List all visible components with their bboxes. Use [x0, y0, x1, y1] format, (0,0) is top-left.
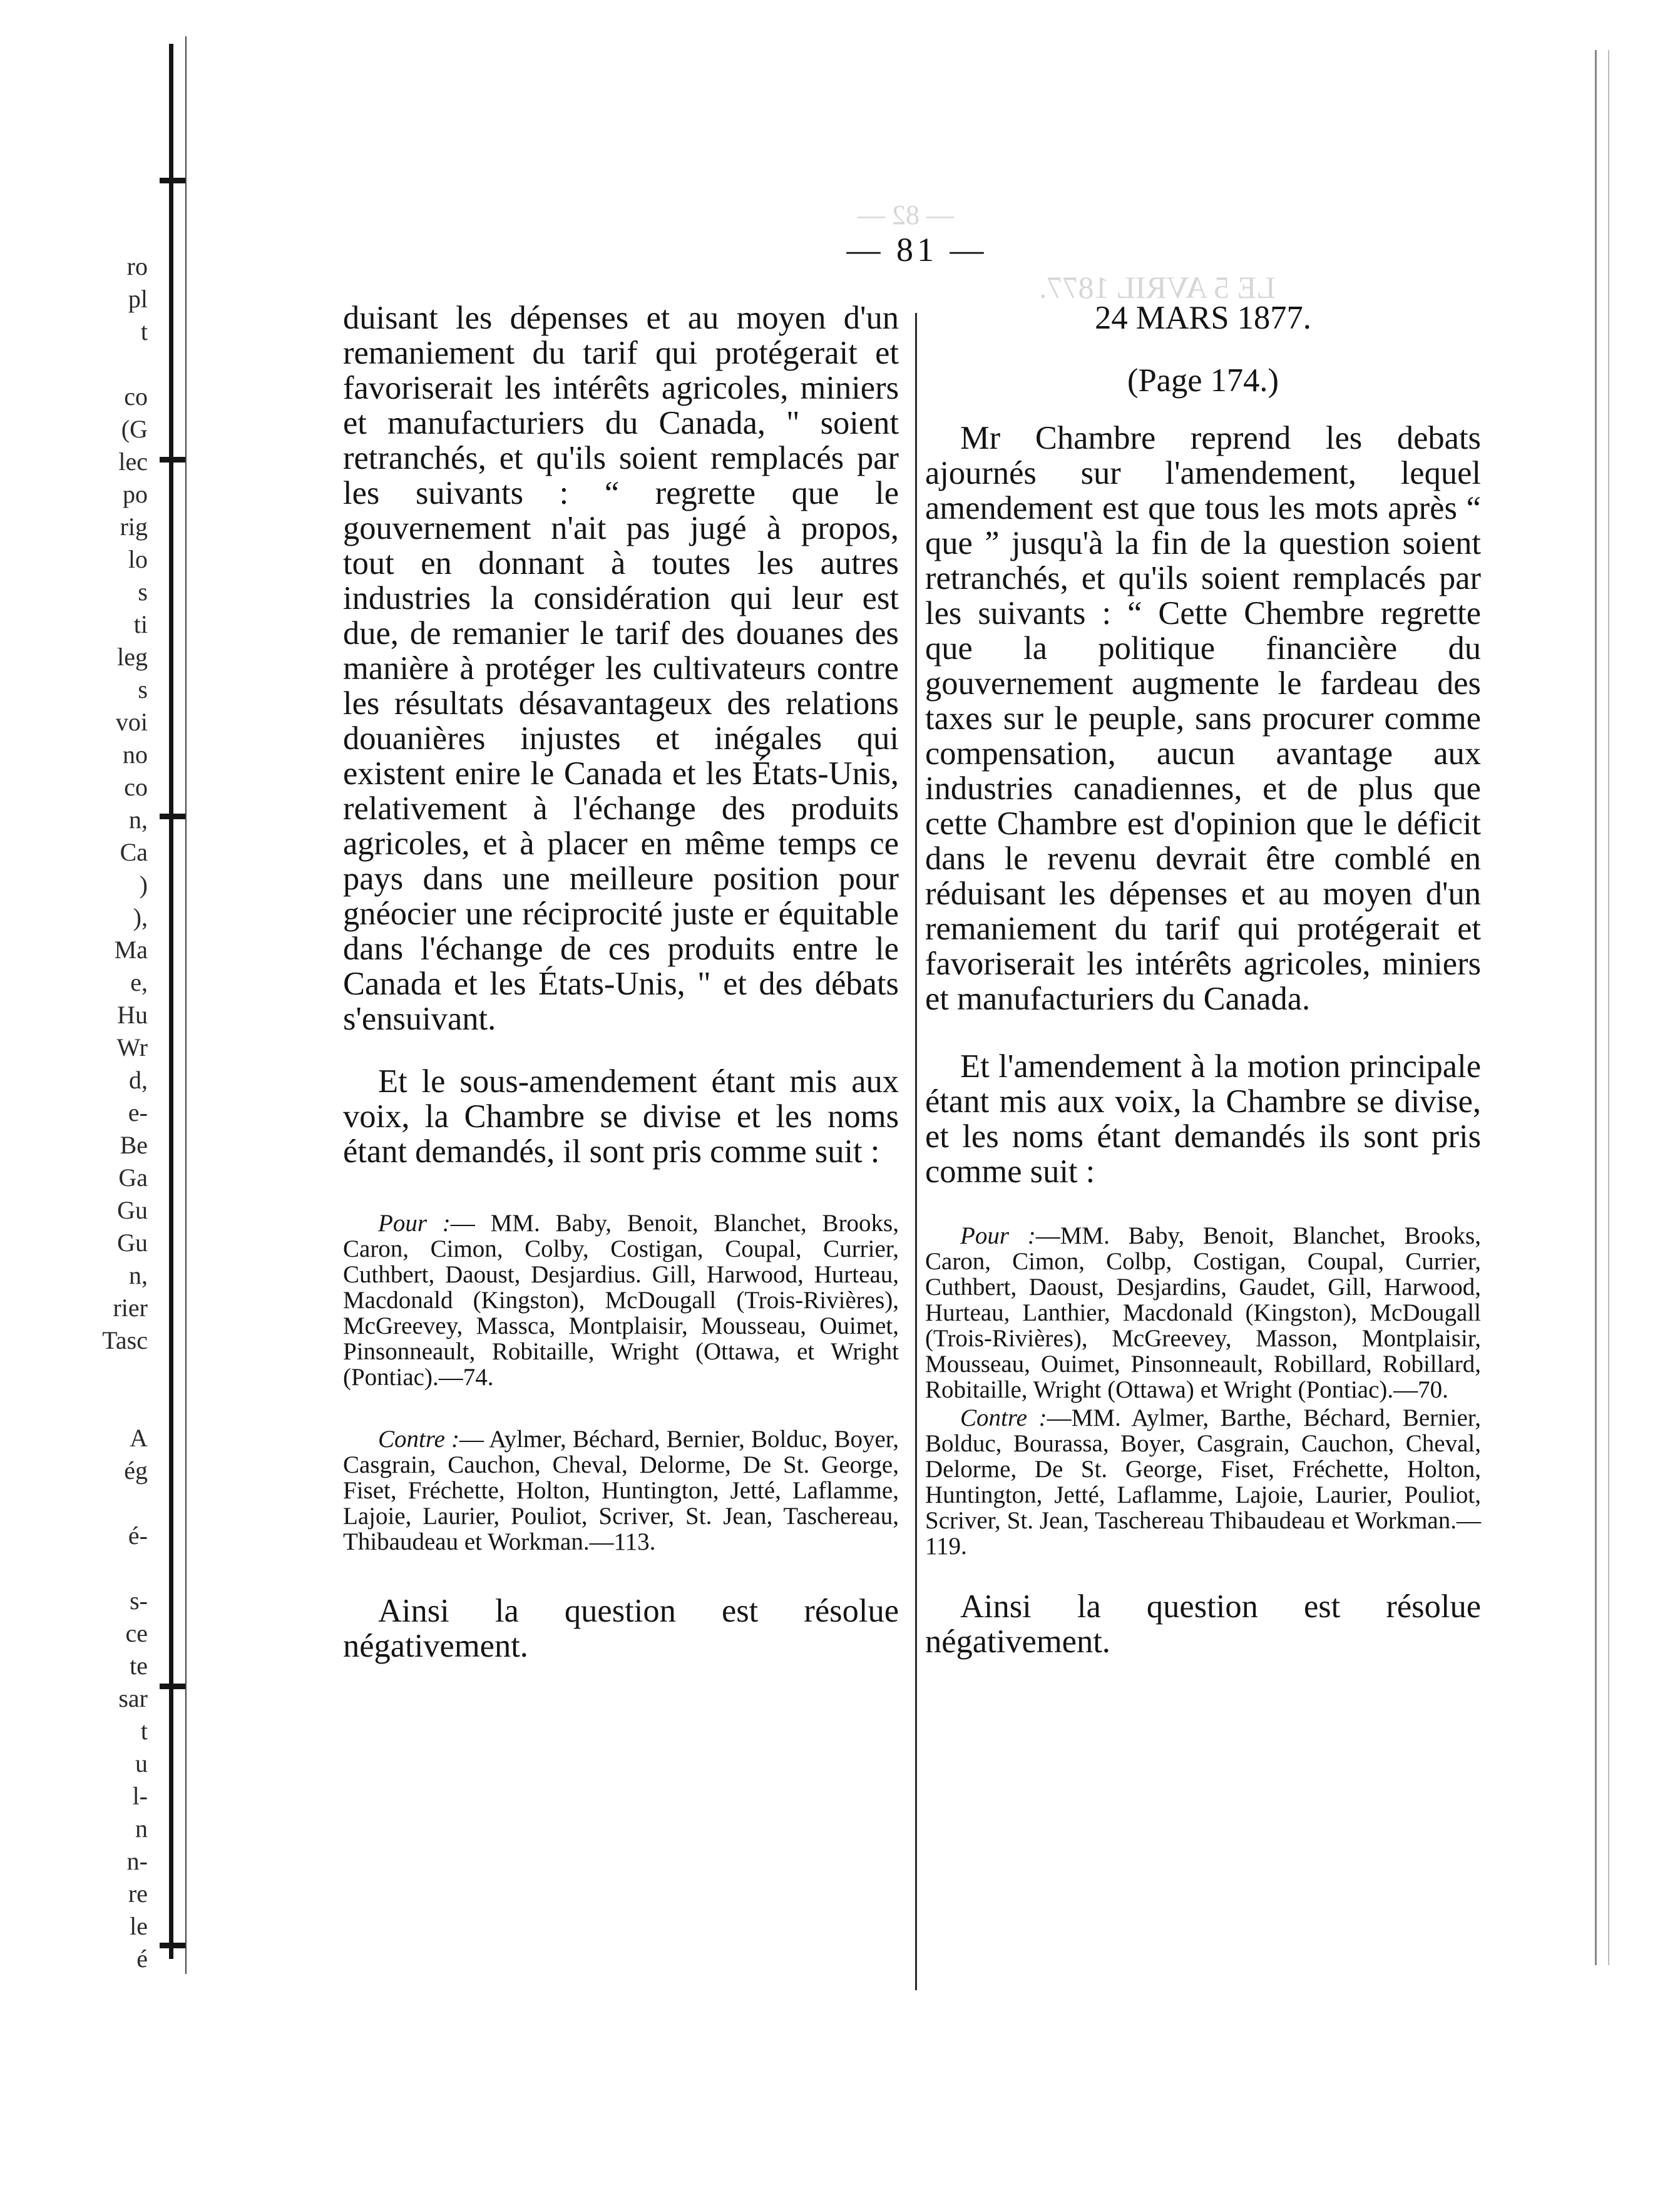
left-column	[343, 300, 899, 1664]
previous-page-fragment: n,	[129, 805, 148, 834]
motion-continuation: duisant les dépenses et au moyen d'un remaniement du tarif qui protégerait et favoriserait les intérêts agricoles, miniers et manufacturiers du Canada, " soient retranchés, et qu'ils soient remplacés par les suivants : “ regrette que le gouvernement n'ait pas jugé à propos, tout en donnant à toutes les autres industries la considération qui leur est due, de remanier le tarif des douanes des manière à protéger les cultivateurs contre les résultats désavantageux des relations douanières injustes et inégales qui existent enire le Canada et les États-Unis, relativement à l'échange des produits agricoles, et à placer en même temps ce pays dans une meilleure position pour gnéocier une réciprocité juste er équitable dans l'échange de ces produits entre le Canada et les États-Unis, " et des débats s'ensuivant.	[343, 300, 899, 1037]
previous-page-fragment: t	[140, 1717, 148, 1745]
previous-page-fragment: n,	[129, 1261, 148, 1289]
previous-page-fragment: l-	[132, 1782, 148, 1810]
previous-page-fragment: u	[135, 1749, 148, 1777]
page-edge	[1595, 50, 1609, 1965]
previous-page-fragment: le	[130, 1912, 148, 1940]
previous-page-fragment: ti	[133, 610, 148, 638]
vote-pour	[925, 1223, 1481, 1403]
previous-page-strip	[0, 0, 182, 2193]
previous-page-fragment: A	[130, 1424, 148, 1452]
previous-page-fragment: Gu	[117, 1229, 148, 1257]
previous-page-fragment: s	[138, 675, 148, 703]
page-number: — 81 —	[846, 231, 988, 268]
vote-pour	[343, 1210, 899, 1390]
previous-page-fragment: te	[130, 1652, 148, 1680]
vote-contre-label: Contre :	[960, 1404, 1047, 1431]
previous-page-fragment: co	[124, 773, 148, 801]
vote-pour-names: —MM. Baby, Benoit, Blanchet, Brooks, Caron, Cimon, Colbp, Costigan, Coupal, Currier, Cuthbert, Daoust, Desjardins, Gaudet, Gill, Harwood, Hurteau, Lanthier, Macdonald (Kingston), McDougall (Trois-Rivières), McGreevey, Masson, Montplaisir, Mousseau, Ouimet, Pinsonneault, Robillard, Robillard, Robitaille, Wright (Ottawa) et Wright (Pontiac).—70.	[925, 1222, 1481, 1403]
previous-page-fragment: Be	[120, 1131, 148, 1159]
previous-page-fragment: Tasc	[102, 1326, 148, 1354]
previous-page-fragment: Wr	[116, 1033, 148, 1061]
vote-pour-label: Pour :	[378, 1210, 451, 1237]
previous-page-fragment: re	[128, 1879, 148, 1908]
journal-page-ref: (Page 174.)	[1127, 362, 1279, 399]
previous-page-fragment: no	[123, 740, 148, 769]
previous-page-fragment: ),	[133, 903, 148, 931]
vote-contre-names: —MM. Aylmer, Barthe, Béchard, Bernier, Bolduc, Bourassa, Boyer, Casgrain, Cauchon, Cheval, Delorme, De St. George, Fiset, Fréchette, Holton, Huntington, Jetté, Laflamme, Lajoie, Laurier, Pouliot, Scriver, St. Jean, Taschereau Thibaudeau et Workman.—119.	[925, 1404, 1481, 1560]
previous-page-fragment: ég	[124, 1456, 148, 1485]
vote-contre-names: — Aylmer, Béchard, Bernier, Bolduc, Boyer, Casgrain, Cauchon, Cheval, Delorme, De St. George, Fiset, Fréchette, Holton, Huntington, Jetté, Laflamme, Lajoie, Laurier, Pouliot, Scriver, St. Jean, Taschereau, Thibaudeau et Workman.—113.	[343, 1426, 899, 1555]
previous-page-fragment: rig	[120, 513, 148, 541]
previous-page-fragment: sar	[118, 1684, 148, 1712]
previous-page-fragment: d,	[129, 1066, 148, 1094]
previous-page-fragment: e,	[130, 968, 148, 996]
previous-page-fragment: Hu	[117, 1001, 148, 1029]
conclusion: Ainsi la question est résolue négativement.	[925, 1588, 1481, 1660]
vote-contre-label: Contre :	[378, 1426, 460, 1453]
previous-page-fragment: voi	[115, 708, 148, 736]
bleed-through-header: LE 5 AVRIL 1877.	[1039, 270, 1276, 305]
division-intro: Et le sous-amendement étant mis aux voix, la Chambre se divise et les noms étant demandés, il sont pris comme suit :	[343, 1063, 899, 1170]
previous-page-fragment: s	[138, 578, 148, 606]
previous-page-fragment: po	[123, 480, 148, 508]
vote-pour-label: Pour :	[960, 1222, 1036, 1249]
previous-page-fragment: n	[135, 1814, 148, 1843]
previous-page-fragment: t	[140, 317, 148, 345]
previous-page-fragment: Ga	[118, 1163, 148, 1192]
column-divider	[915, 313, 917, 1990]
previous-page-fragment: é	[136, 1945, 148, 1973]
vote-contre	[343, 1426, 899, 1555]
sitting-date: 24 MARS 1877.	[1095, 300, 1311, 336]
previous-page-fragment: Ma	[114, 936, 148, 964]
previous-page-fragment: n-	[126, 1847, 148, 1875]
previous-page-fragment: leg	[117, 643, 148, 671]
vote-pour-names: — MM. Baby, Benoit, Blanchet, Brooks, Caron, Cimon, Colby, Costigan, Coupal, Currier, Cuthbert, Daoust, Desjardius. Gill, Harwood, Hurteau, Macdonald (Kingston), McDougall (Trois-Rivières), McGreevey, Massca, Montplaisir, Mousseau, Ouimet, Pinsonneault, Robitaille, Wright (Ottawa, et Wright (Pontiac).—74.	[343, 1210, 899, 1391]
previous-page-fragment: e-	[128, 1098, 148, 1127]
previous-page-fragment: s-	[130, 1587, 148, 1615]
bleed-through-number: — 82 —	[858, 200, 954, 230]
previous-page-fragment: lec	[118, 447, 148, 476]
previous-page-fragment: (G	[121, 415, 148, 443]
previous-page-fragment: Ca	[120, 838, 148, 866]
previous-page-fragment: rier	[113, 1294, 148, 1322]
motion-text: Mr Chambre reprend les debats ajournés sur l'amendement, lequel amendement est que tous les mots après “ que ” jusqu'à la fin de la question soient retranchés, et qu'ils soient remplacés par les suivants : “ Cette Chembre regrette que la politique financière du gouvernement augmente le fardeau des taxes sur le peuple, sans procurer comme compensation, aucun avantage aux industries canadiennes, et de plus que cette Chambre est d'opinion que le déficit dans le revenu devrait être comblé en réduisant les dépenses et au moyen d'un remaniement du tarif qui protégerait et favoriserait les intérêts agricoles, miniers et manufacturiers du Canada.	[925, 420, 1481, 1017]
right-column	[925, 300, 1481, 1659]
previous-page-fragment: lo	[128, 545, 148, 573]
previous-page-fragment: pl	[128, 285, 148, 313]
previous-page-fragment: co	[124, 382, 148, 411]
previous-page-fragment: )	[139, 871, 148, 899]
previous-page-fragment: Gu	[117, 1196, 148, 1224]
vote-contre	[925, 1405, 1481, 1559]
previous-page-fragment: ro	[126, 252, 148, 280]
division-intro: Et l'amendement à la motion principale étant mis aux voix, la Chambre se divise, et les noms étant demandés ils sont pris comme suit :	[925, 1048, 1481, 1190]
conclusion: Ainsi la question est résolue négativement.	[343, 1593, 899, 1664]
previous-page-fragment: é-	[128, 1521, 148, 1550]
previous-page-fragment: ce	[125, 1619, 148, 1647]
